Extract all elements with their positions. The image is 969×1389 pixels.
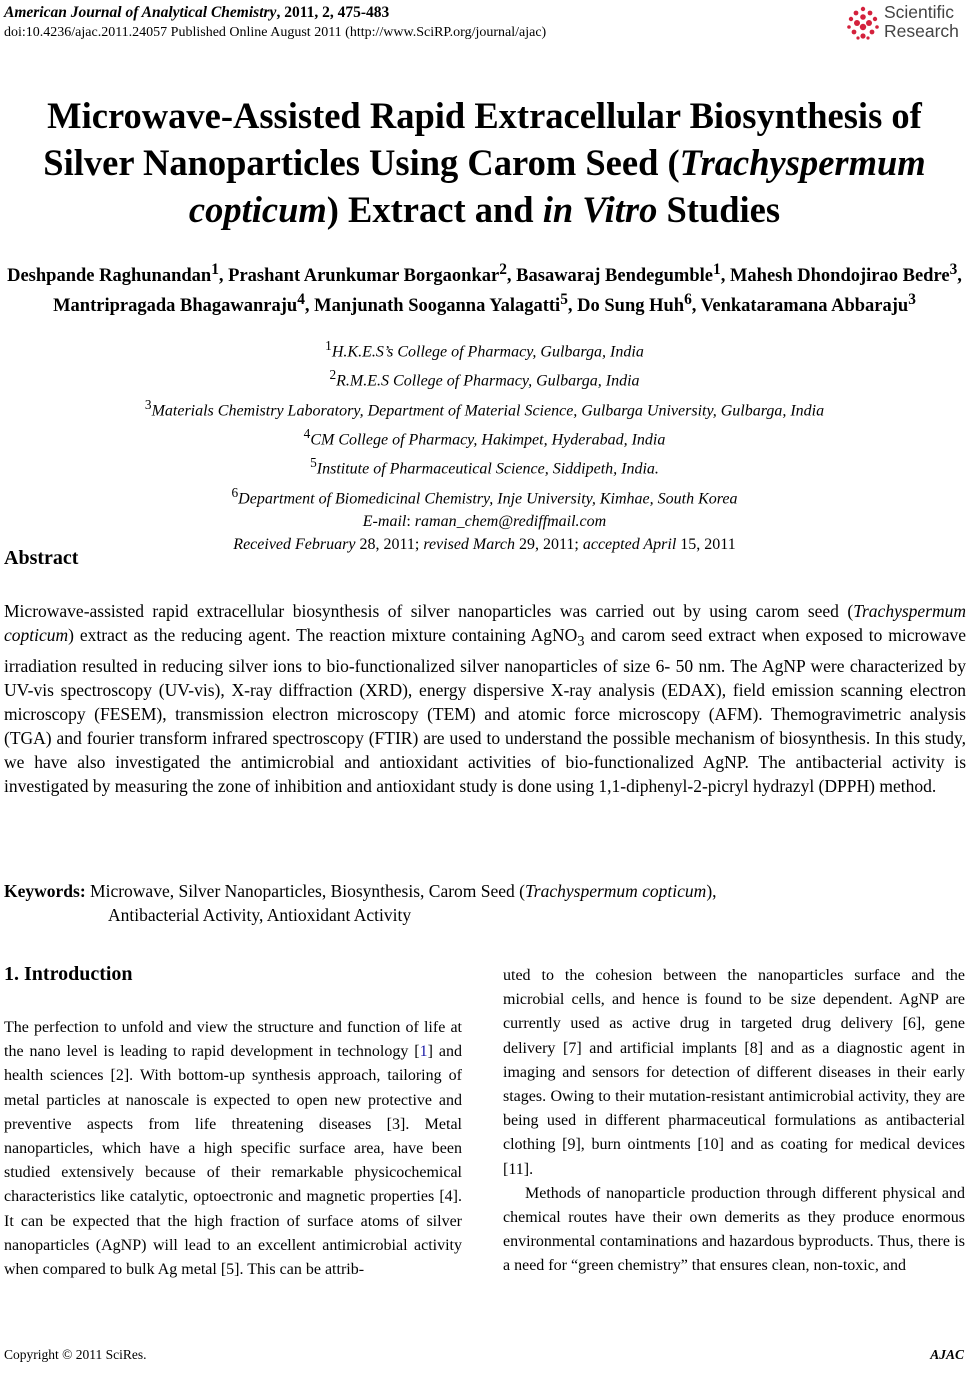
affiliation: $^4$CM College of Pharmacy, Hakimpet, Hyderabad, India (303, 425, 666, 449)
dates-line: Received February 28, 2011; revised March 29, 2011; accepted April 15, 2011 (233, 535, 736, 553)
title-text-3: Studies (657, 189, 781, 230)
author: Mantripragada Bhagawanraju$^4$ (53, 291, 305, 317)
title-text-2: ) Extract and (326, 189, 543, 230)
author-list: Deshpande Raghunandan$^1$, Prashant Arunkumar Borgaonkar$^2$, Basawaraj Bendegumble$^1$, Mahesh Dhondojirao Bedre$^3$, Mantripragada Bhagawanraju$^4$, Manjunath Sooganna Yalagatti$^5$, Do Sung Huh$^6$, Venkataramana Abbaraju$^3$ (7, 261, 962, 317)
abstract-body: Microwave-assisted rapid extracellular biosynthesis of silver nanoparticles was carried out by using carom seed (Trachyspermum copticum) extract as the reducing agent. The reaction mixture containing AgNO$_3$ and carom seed extract when exposed to microwave irradiation resulted in reducing silver ions to bio-functionalized silver nanoparticles of size 6- 50 nm. The AgNP were characterized by UV-vis spectroscopy (UV-vis), X-ray diffraction (XRD), energy dispersive X-ray analysis (EDAX), field emission scanning electron microscopy (FESEM), transmission electron microscopy (TEM) and atomic force microscopy (AFM). Themogravimetric analysis (TGA) and fourier transform infrared spectroscopy (FTIR) are used to understand the possible mechanism of biosynthesis. In this study, we have also investigated the antimicrobial and antioxidant activities of bio-functionalized AgNP. The antibacterial activity is investigated by measuring the zone of inhibition and antioxidant study is done using 1,1-diphenyl-2-picryl hydrazyl (DPPH) method. (4, 601, 967, 796)
reference-link[interactable]: 1 (419, 1043, 428, 1061)
affiliation: $^1$H.K.E.S’s College of Pharmacy, Gulbarga, India (325, 338, 644, 361)
logo-text-line1: Scientific (884, 2, 955, 22)
affiliation: $^6$Department of Biomedicinal Chemistry, Inje University, Kimhae, South Korea (231, 484, 738, 507)
logo-dots-icon (846, 6, 880, 40)
logo-text-line2: Research (884, 21, 959, 41)
intro-right-column (503, 964, 965, 1279)
email-line: E-mail: raman_chem@rediffmail.com (362, 512, 607, 530)
journal-issue: , 2011, 2, 475-483 (276, 4, 390, 21)
title-italic-2: in Vitro (542, 189, 658, 230)
author: Do Sung Huh$^6$ (577, 291, 692, 317)
author: Deshpande Raghunandan$^1$ (7, 261, 219, 287)
author: Manjunath Sooganna Yalagatti$^5$ (314, 291, 568, 317)
article-title (0, 92, 969, 233)
title-text-1: Microwave-Assisted Rapid Extracellular Biosynthesis of Silver Nanoparticles Using Carom Seed ( (43, 95, 922, 183)
author: Venkataramana Abbaraju$^3$ (700, 291, 916, 317)
footer-journal-abbrev: AJAC (930, 1347, 964, 1362)
abstract-heading: Abstract (4, 547, 79, 569)
paragraph: The perfection to unfold and view the structure and function of life at the nano level is leading to rapid development in technology [1] and health sciences [2]. With bottom-up synthesis approach, tailoring of metal particles at nanoscale is expected to open new protective and preventive aspects from life threatening diseases [3]. Metal nanoparticles, which have a high specific surface area, have been studied extensively because of their remarkable physicochemical characteristics like catalytic, optoectronic and magnetic properties [4]. It can be expected that the high fraction of surface atoms of silver nanoparticles (AgNP) will lead to an excellent antimicrobial activity when compared to bulk Ag metal [5]. This can be attrib- (4, 1019, 462, 1279)
affiliation: $^3$Materials Chemistry Laboratory, Department of Material Science, Gulbarga University, Gulbarga, India (144, 396, 825, 419)
affiliation: $^5$Institute of Pharmaceutical Science, Siddipeth, India. (310, 455, 659, 478)
author: Prashant Arunkumar Borgaonkar$^2$ (228, 261, 507, 287)
email-link[interactable]: raman_chem@rediffmail.com (414, 512, 607, 530)
author: Mahesh Dhondojirao Bedre$^3$ (729, 261, 958, 287)
affiliations (0, 334, 969, 556)
keywords-label: Keywords: (4, 881, 86, 901)
publisher-logo (846, 2, 968, 44)
affiliation: $^2$R.M.E.S College of Pharmacy, Gulbarga, India (329, 367, 640, 390)
paragraph: uted to the cohesion between the nanoparticles surface and the microbial cells, and hence is found to be size dependent. AgNP are currently used as active drug in targeted drug delivery [6], gene delivery [7] and artificial implants [8] and as a diagnostic agent in imaging and sensors for detection of different diseases in their early stages. Owing to their mutation-resistant antimicrobial activity, they are being used in different pharmaceutical formulations as antibacterial clothing [9], burn ointments [10] and as coating for medical devices [11]. (503, 967, 965, 1178)
journal-name: American Journal of Analytical Chemistry (4, 4, 277, 21)
doi-line: doi:10.4236/ajac.2011.24057 Published Online August 2011 (http://www.SciRP.org/journal/ajac) (4, 25, 547, 40)
keywords-line2: Antibacterial Activity, Antioxidant Activity (108, 905, 412, 925)
title-italic-1: Trachyspermum copticum (188, 142, 926, 230)
intro-left-column (4, 1016, 462, 1282)
keywords: Keywords: Microwave, Silver Nanoparticles, Biosynthesis, Carom Seed (Trachyspermum copticum), Antibacterial Activity, Antioxidant Activity (4, 879, 966, 927)
journal-header (4, 3, 389, 23)
footer-copyright: Copyright © 2011 SciRes. (4, 1347, 147, 1362)
author: Basawaraj Bendegumble$^1$ (516, 261, 721, 287)
intro-heading: 1. Introduction (4, 963, 133, 985)
paragraph: Methods of nanoparticle production through different physical and chemical routes have their own demerits as they produce enormous environmental contaminations and hazardous byproducts. Thus, there is a need for “green chemistry” that ensures clean, non-toxic, and (503, 1184, 965, 1275)
